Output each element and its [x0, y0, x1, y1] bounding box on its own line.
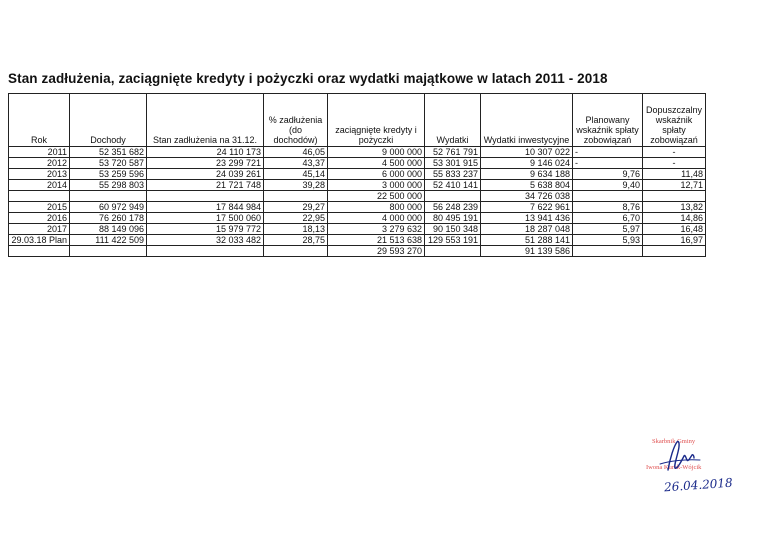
- col-header-dopuszczalny: Dopuszczalny wskaźnik spłaty zobowiązań: [643, 94, 706, 147]
- cell-wydatki: 52 761 791: [425, 147, 481, 158]
- cell-kredyty: 21 513 638: [328, 235, 425, 246]
- subtotal-kredyty: 29 593 270: [328, 246, 425, 257]
- empty-cell: [264, 246, 328, 257]
- cell-dopuszczalny: -: [643, 158, 706, 169]
- empty-cell: [147, 246, 264, 257]
- cell-rok: 2015: [9, 202, 70, 213]
- subtotal-inwest: 91 139 586: [481, 246, 573, 257]
- cell-rok: 2011: [9, 147, 70, 158]
- empty-cell: [425, 191, 481, 202]
- empty-cell: [9, 246, 70, 257]
- cell-dopuszczalny: 13,82: [643, 202, 706, 213]
- cell-dochody: 53 259 596: [70, 169, 147, 180]
- cell-dochody: 76 260 178: [70, 213, 147, 224]
- cell-dochody: 53 720 587: [70, 158, 147, 169]
- cell-dopuszczalny: 14,86: [643, 213, 706, 224]
- cell-rok: 2012: [9, 158, 70, 169]
- table-row: [9, 147, 706, 158]
- cell-inwest: 9 634 188: [481, 169, 573, 180]
- handwritten-date: 26.04.2018: [663, 475, 734, 495]
- subtotal-kredyty: 22 500 000: [328, 191, 425, 202]
- col-header-planowany: Planowany wskaźnik spłaty zobowiązań: [573, 94, 643, 147]
- cell-stan: 17 844 984: [147, 202, 264, 213]
- subtotal-row: [9, 246, 706, 257]
- cell-inwest: 9 146 024: [481, 158, 573, 169]
- cell-planowany: 9,76: [573, 169, 643, 180]
- cell-stan: 24 110 173: [147, 147, 264, 158]
- cell-proc: 43,37: [264, 158, 328, 169]
- cell-inwest: 5 638 804: [481, 180, 573, 191]
- col-header-inwest: Wydatki inwestycyjne: [481, 94, 573, 147]
- cell-stan: 17 500 060: [147, 213, 264, 224]
- cell-rok: 29.03.18 Plan: [9, 235, 70, 246]
- cell-rok: 2014: [9, 180, 70, 191]
- cell-planowany: 5,97: [573, 224, 643, 235]
- col-header-proc: % zadłużenia (do dochodów): [264, 94, 328, 147]
- col-header-stan: Stan zadłużenia na 31.12.: [147, 94, 264, 147]
- empty-cell: [573, 191, 643, 202]
- cell-inwest: 51 288 141: [481, 235, 573, 246]
- table-row: [9, 213, 706, 224]
- cell-planowany: 5,93: [573, 235, 643, 246]
- cell-planowany: -: [573, 147, 643, 158]
- cell-dochody: 55 298 803: [70, 180, 147, 191]
- cell-dopuszczalny: 11,48: [643, 169, 706, 180]
- table-row: [9, 180, 706, 191]
- cell-dopuszczalny: 16,97: [643, 235, 706, 246]
- table-row: [9, 235, 706, 246]
- table-row: [9, 224, 706, 235]
- cell-stan: 21 721 748: [147, 180, 264, 191]
- cell-rok: 2016: [9, 213, 70, 224]
- cell-proc: 18,13: [264, 224, 328, 235]
- cell-wydatki: 90 150 348: [425, 224, 481, 235]
- cell-wydatki: 53 301 915: [425, 158, 481, 169]
- col-header-dochody: Dochody: [70, 94, 147, 147]
- table-row: [9, 169, 706, 180]
- cell-kredyty: 3 279 632: [328, 224, 425, 235]
- empty-cell: [70, 246, 147, 257]
- cell-planowany: 8,76: [573, 202, 643, 213]
- header-row: [9, 94, 706, 147]
- empty-cell: [147, 191, 264, 202]
- cell-dochody: 60 972 949: [70, 202, 147, 213]
- subtotal-inwest: 34 726 038: [481, 191, 573, 202]
- empty-cell: [643, 246, 706, 257]
- cell-proc: 22,95: [264, 213, 328, 224]
- cell-inwest: 7 622 961: [481, 202, 573, 213]
- cell-planowany: 9,40: [573, 180, 643, 191]
- cell-stan: 32 033 482: [147, 235, 264, 246]
- cell-proc: 46,05: [264, 147, 328, 158]
- cell-inwest: 10 307 022: [481, 147, 573, 158]
- empty-cell: [9, 191, 70, 202]
- empty-cell: [643, 191, 706, 202]
- empty-cell: [70, 191, 147, 202]
- cell-kredyty: 3 000 000: [328, 180, 425, 191]
- cell-inwest: 13 941 436: [481, 213, 573, 224]
- cell-dochody: 52 351 682: [70, 147, 147, 158]
- stamp-line: Iwona Kurek-Wójcik: [646, 464, 702, 471]
- cell-wydatki: 56 248 239: [425, 202, 481, 213]
- table-row: [9, 202, 706, 213]
- cell-stan: 15 979 772: [147, 224, 264, 235]
- cell-kredyty: 9 000 000: [328, 147, 425, 158]
- cell-planowany: -: [573, 158, 643, 169]
- cell-proc: 45,14: [264, 169, 328, 180]
- empty-cell: [573, 246, 643, 257]
- col-header-kredyty: zaciągnięte kredyty i pożyczki: [328, 94, 425, 147]
- cell-dopuszczalny: -: [643, 147, 706, 158]
- cell-wydatki: 52 410 141: [425, 180, 481, 191]
- subtotal-row: [9, 191, 706, 202]
- cell-proc: 28,75: [264, 235, 328, 246]
- page-title: Stan zadłużenia, zaciągnięte kredyty i pożyczki oraz wydatki majątkowe w latach 2011 - 2018: [8, 71, 608, 86]
- cell-wydatki: 80 495 191: [425, 213, 481, 224]
- table-row: [9, 158, 706, 169]
- cell-kredyty: 800 000: [328, 202, 425, 213]
- stamp-line: Skarbnik Gminy: [652, 438, 696, 445]
- empty-cell: [425, 246, 481, 257]
- col-header-wydatki: Wydatki: [425, 94, 481, 147]
- cell-kredyty: 4 000 000: [328, 213, 425, 224]
- cell-proc: 29,27: [264, 202, 328, 213]
- cell-rok: 2013: [9, 169, 70, 180]
- cell-proc: 39,28: [264, 180, 328, 191]
- cell-inwest: 18 287 048: [481, 224, 573, 235]
- cell-kredyty: 6 000 000: [328, 169, 425, 180]
- cell-stan: 24 039 261: [147, 169, 264, 180]
- cell-kredyty: 4 500 000: [328, 158, 425, 169]
- cell-wydatki: 55 833 237: [425, 169, 481, 180]
- cell-dopuszczalny: 12,71: [643, 180, 706, 191]
- cell-dopuszczalny: 16,48: [643, 224, 706, 235]
- cell-wydatki: 129 553 191: [425, 235, 481, 246]
- signature-icon: [630, 430, 740, 480]
- empty-cell: [264, 191, 328, 202]
- cell-dochody: 111 422 509: [70, 235, 147, 246]
- col-header-rok: Rok: [9, 94, 70, 147]
- cell-rok: 2017: [9, 224, 70, 235]
- debt-table: [8, 93, 706, 257]
- cell-stan: 23 299 721: [147, 158, 264, 169]
- cell-dochody: 88 149 096: [70, 224, 147, 235]
- cell-planowany: 6,70: [573, 213, 643, 224]
